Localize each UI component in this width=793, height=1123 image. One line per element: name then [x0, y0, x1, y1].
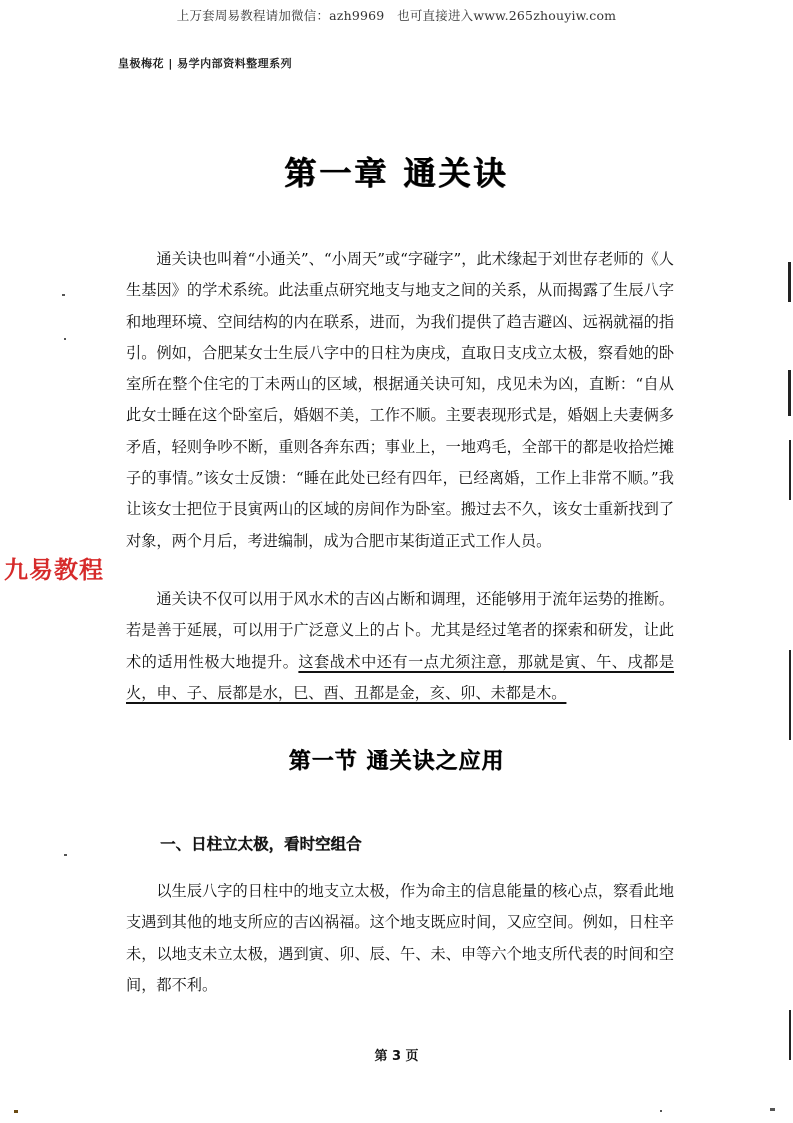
paragraph-intro: 通关诀也叫着“小通关”、“小周天”或“字碰字”，此术缘起于刘世存老师的《人生基因》的学术系统。此法重点研究地支与地支之间的关系，从而揭露了生辰八字和地理环境、空间结构的内在联系，进而，为我们提供了趋吉避凶、远祸就福的指引。例如，合肥某女士生辰八字中的日柱为庚戌，直取日支戌立太极，察看她的卧室所在整个住宅的丁未两山的区域，根据通关诀可知，戌见未为凶，直断：“自从此女士睡在这个卧室后，婚姻不美，工作不顺。主要表现形式是，婚姻上夫妻俩多矛盾，轻则争吵不断，重则各奔东西；事业上，一地鸡毛，全部干的都是收拾烂摊子的事情。”该女士反馈：“睡在此处已经有四年，已经离婚，工作上非常不顺。”我让该女士把位于艮寅两山的区域的房间作为卧室。搬过去不久，该女士重新找到了对象，两个月后，考进编制，成为合肥市某街道正式工作人员。 — [126, 250, 674, 550]
paragraph-day-pillar: 以生辰八字的日柱中的地支立太极，作为命主的信息能量的核心点，察看此地支遇到其他的地支所应的吉凶祸福。这个地支既应时间，又应空间。例如，日柱辛未，以地支未立太极，遇到寅、卯、辰、午、未、申等六个地支所代表的时间和空间，都不利。 — [126, 882, 674, 994]
section-title: 第一节 通关诀之应用 — [288, 749, 505, 774]
scan-edge-mark — [788, 262, 791, 302]
paragraph-usage-underlined: 这套战术中还有一点尤须注意，那就是寅、午、戌都是火，申、子、辰都是水，巳、酉、丑都是金，亥、卯、未都是木。 — [126, 652, 675, 702]
watermark: 九易教程 — [4, 556, 104, 584]
scan-speck — [62, 294, 65, 296]
paragraph-usage — [126, 584, 674, 709]
scan-speck — [14, 1110, 18, 1113]
scan-edge-mark — [789, 440, 791, 500]
subsection-title: 一、日柱立太极，看时空组合 — [160, 835, 362, 853]
paragraph-usage-text: 通关诀不仅可以用于风水术的吉凶占断和调理，还能够用于流年运势的推断。若是善于延展，可以用于广泛意义上的占卜。尤其是经过笔者的探索和研发，让此术的适用性极大地提升。 — [126, 590, 674, 671]
page-number: 第 3 页 — [374, 1049, 419, 1064]
series-header: 皇极梅花 | 易学内部资料整理系列 — [118, 57, 293, 70]
scan-speck — [770, 1108, 775, 1111]
scan-edge-mark — [788, 370, 791, 416]
scan-edge-mark — [789, 650, 791, 740]
scan-speck — [64, 338, 66, 340]
scan-speck — [660, 1110, 662, 1112]
scan-edge-mark — [789, 1010, 791, 1060]
scan-speck — [64, 854, 67, 856]
top-banner: 上万套周易教程请加微信：azh9969 也可直接进入www.265zhouyiw.com — [176, 8, 617, 23]
chapter-title: 第一章 通关诀 — [284, 154, 509, 192]
